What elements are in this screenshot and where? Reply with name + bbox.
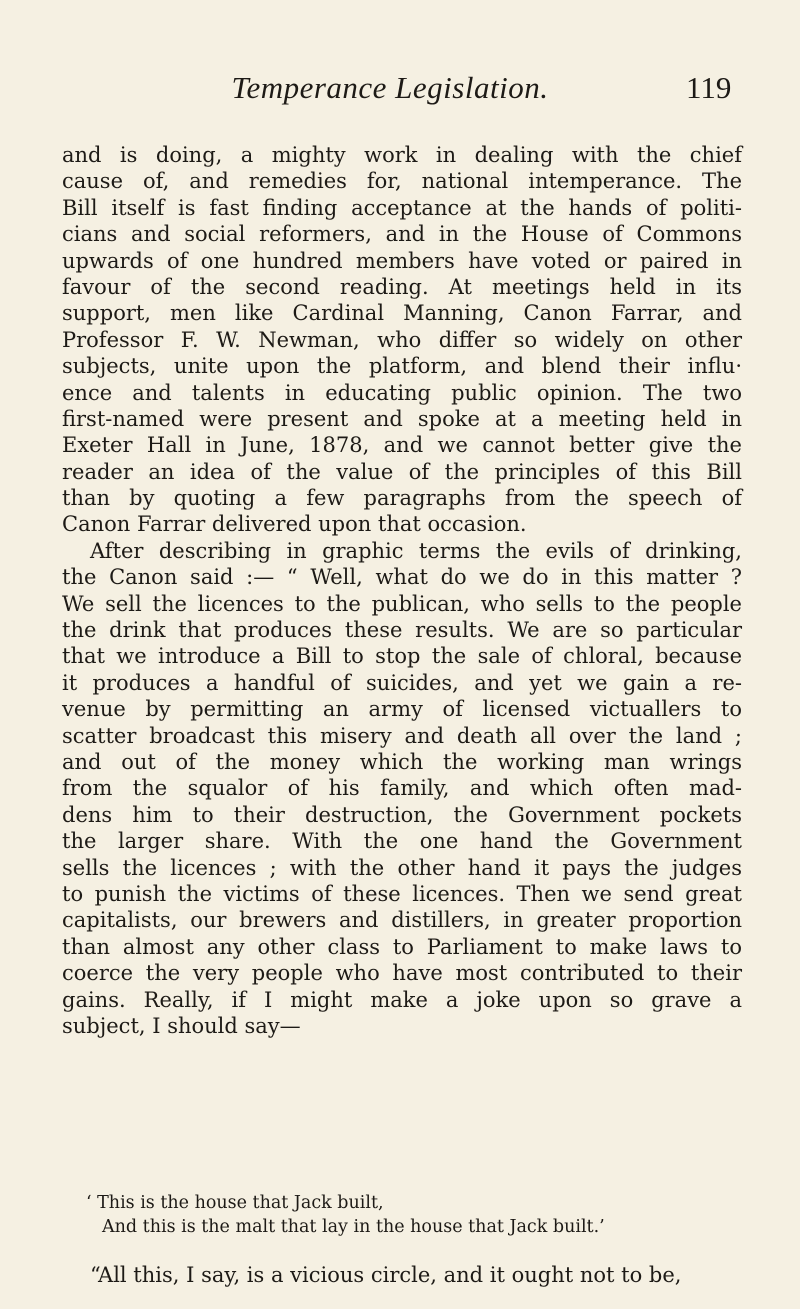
text-line: to punish the victims of these licences. Then we send great xyxy=(62,881,742,906)
body-text xyxy=(62,142,742,1039)
text-line: ence and talents in educating public opinion. The two xyxy=(62,380,742,405)
text-line: it produces a handful of suicides, and yet we gain a re- xyxy=(62,670,742,695)
text-line: “All this, I say, is a vicious circle, and it ought not to be, xyxy=(90,1263,682,1287)
text-line: reader an idea of the value of the principles of this Bill xyxy=(62,459,742,484)
text-line: and out of the money which the working man wrings xyxy=(62,749,742,774)
text-line: that we introduce a Bill to stop the sale of chloral, because xyxy=(62,644,742,669)
verse-line: ‘ This is the house that Jack built, xyxy=(86,1193,384,1213)
running-title: Temperance Legislation. xyxy=(231,70,549,105)
text-line: coerce the very people who have most contributed to their xyxy=(62,961,742,986)
verse-quote xyxy=(62,1191,742,1239)
text-line: cians and social reformers, and in the House of Commons xyxy=(62,222,742,247)
closing-paragraph xyxy=(62,1262,742,1288)
text-line: Bill itself is fast finding acceptance at the hands of politi- xyxy=(62,195,742,220)
page-header xyxy=(0,68,800,108)
text-line: dens him to their destruction, the Government pockets xyxy=(62,802,742,827)
text-line: than almost any other class to Parliament to make laws to xyxy=(62,934,742,959)
verse-line: And this is the malt that lay in the house that Jack built.’ xyxy=(102,1217,605,1237)
text-line: venue by permitting an army of licensed victuallers to xyxy=(62,697,742,722)
text-line: subject, I should say— xyxy=(62,1013,301,1038)
text-line: We sell the licences to the publican, who sells to the people xyxy=(62,591,742,616)
text-line: than by quoting a few paragraphs from the speech of xyxy=(62,486,742,511)
text-line: capitalists, our brewers and distillers, in greater proportion xyxy=(62,908,742,933)
text-line: first-named were present and spoke at a meeting held in xyxy=(62,406,742,431)
text-line: support, men like Cardinal Manning, Canon Farrar, and xyxy=(62,301,742,326)
text-line: from the squalor of his family, and which often mad- xyxy=(62,776,742,801)
paragraph-start-line: After describing in graphic terms the evils of drinking, xyxy=(90,538,742,563)
text-line: Professor F. W. Newman, who differ so widely on other xyxy=(62,327,742,352)
text-line: subjects, unite upon the platform, and blend their influ· xyxy=(62,354,742,379)
text-line: gains. Really, if I might make a joke upon so grave a xyxy=(62,987,742,1012)
page-number: 119 xyxy=(686,70,732,105)
text-line: scatter broadcast this misery and death all over the land ; xyxy=(62,723,742,748)
text-line: the larger share. With the one hand the Government xyxy=(62,829,742,854)
text-line: the drink that produces these results. We are so particular xyxy=(62,618,742,643)
text-line: cause of, and remedies for, national intemperance. The xyxy=(62,169,742,194)
text-line: the Canon said :— “ Well, what do we do in this matter ? xyxy=(62,565,742,590)
text-line: favour of the second reading. At meetings held in its xyxy=(62,274,742,299)
text-line: Canon Farrar delivered upon that occasion. xyxy=(62,512,527,537)
text-line: sells the licences ; with the other hand it pays the judges xyxy=(62,855,742,880)
text-line: and is doing, a mighty work in dealing with the chief xyxy=(62,143,742,167)
text-line: upwards of one hundred members have voted or paired in xyxy=(62,248,742,273)
text-line: Exeter Hall in June, 1878, and we cannot better give the xyxy=(62,433,742,458)
